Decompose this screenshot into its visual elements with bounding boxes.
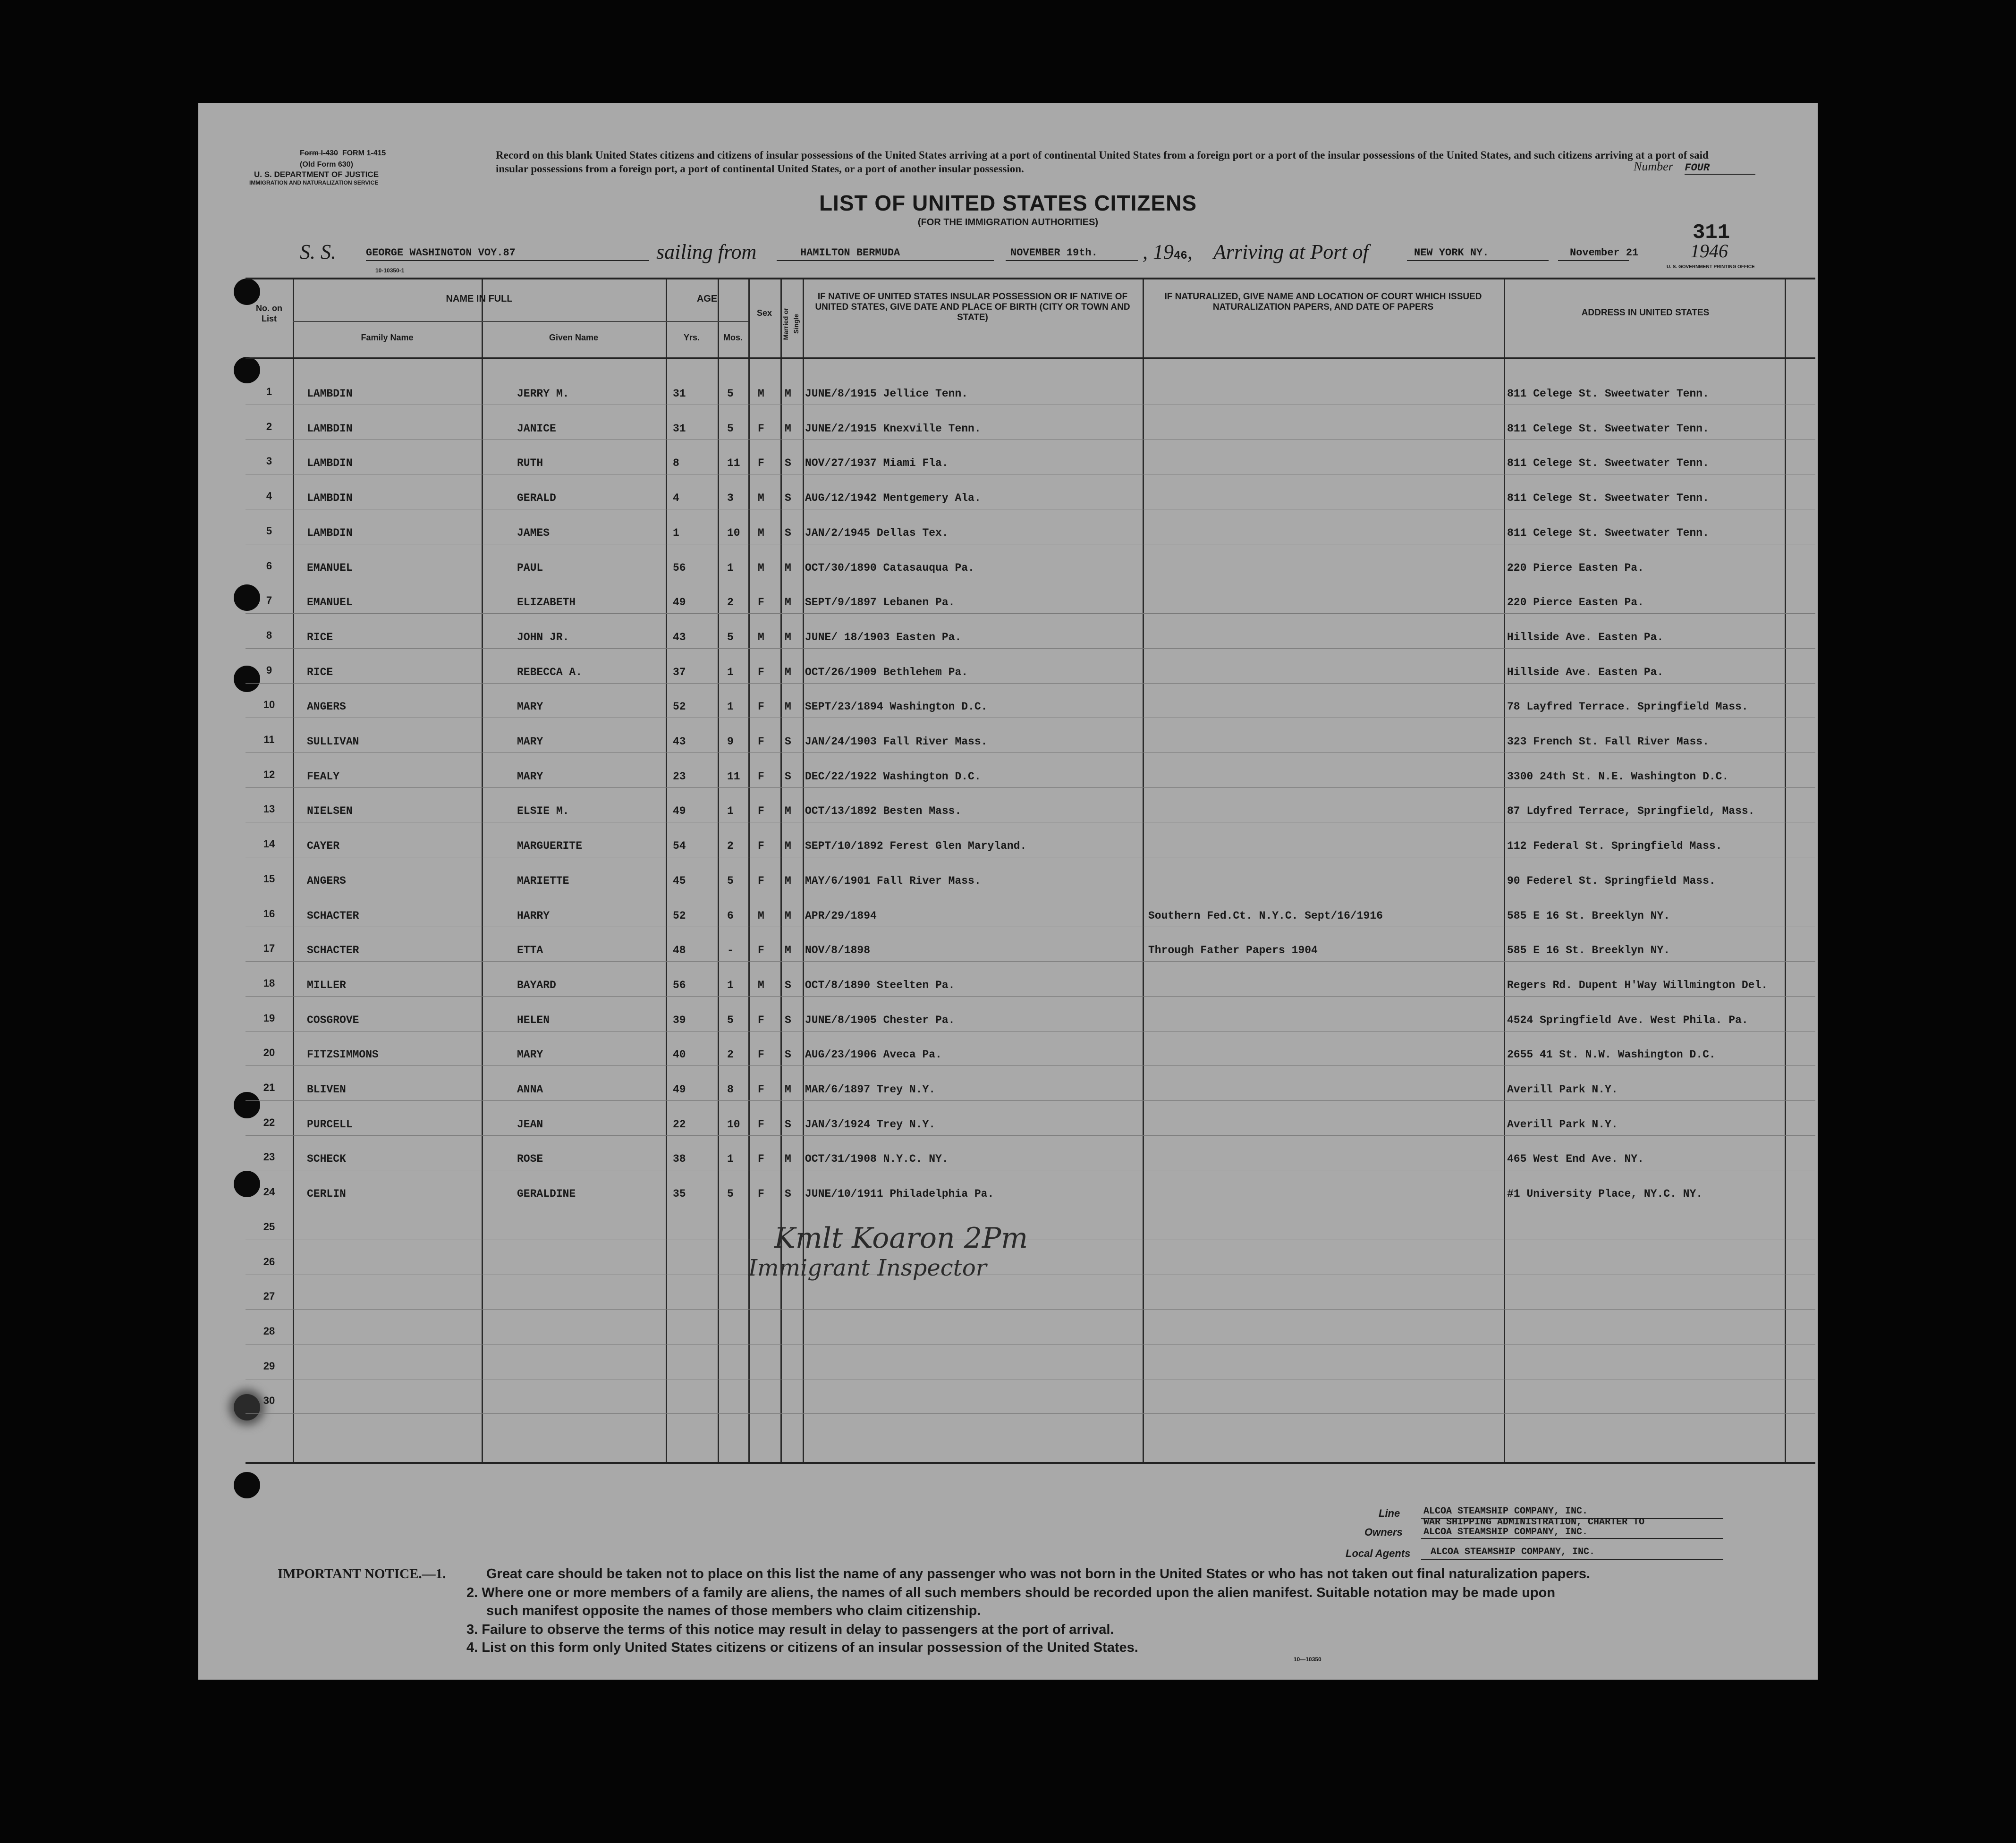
cell-sex: M xyxy=(758,979,764,991)
number-value: FOUR xyxy=(1685,162,1710,174)
row-number: 22 xyxy=(263,1116,275,1128)
cell-addr: 811 Celege St. Sweetwater Tenn. xyxy=(1507,526,1709,539)
cell-sex: F xyxy=(758,1048,764,1061)
owners-value: ALCOA STEAMSHIP COMPANY, INC. xyxy=(1423,1527,1588,1538)
cell-birth: AUG/12/1942 Mentgemery Ala. xyxy=(805,492,981,505)
departure-date: NOVEMBER 19th. xyxy=(1010,247,1098,259)
form-struck: Form I-430 xyxy=(300,149,338,157)
cell-addr: 87 Ldyfred Terrace, Springfield, Mass. xyxy=(1507,805,1755,818)
cell-sex: F xyxy=(758,596,764,609)
cell-sex: F xyxy=(758,1014,764,1026)
cell-addr: 112 Federal St. Springfield Mass. xyxy=(1507,840,1722,853)
cell-birth: OCT/8/1890 Steelten Pa. xyxy=(805,979,955,991)
cell-ms: M xyxy=(785,631,791,643)
cell-mos: 5 xyxy=(727,874,734,887)
notice-2b: such manifest opposite the names of those members who claim citizenship. xyxy=(486,1603,981,1618)
cell-given: REBECCA A. xyxy=(517,666,583,678)
cell-ms: M xyxy=(785,596,791,609)
arrival-port: NEW YORK NY. xyxy=(1414,247,1489,259)
row-number: 9 xyxy=(266,664,272,676)
cell-sex: F xyxy=(758,1118,764,1131)
row-number: 19 xyxy=(263,1012,275,1024)
cell-sex: F xyxy=(758,874,764,887)
row-rule xyxy=(246,648,1815,649)
charter-note: WAR SHIPPING ADMINISTRATION, CHARTER TO xyxy=(1423,1517,1645,1528)
cell-sex: M xyxy=(758,526,764,539)
cell-sex: F xyxy=(758,736,764,748)
cell-mos: 10 xyxy=(727,526,740,539)
row-number: 17 xyxy=(263,942,275,955)
row-number: 7 xyxy=(266,594,272,607)
cell-addr: 220 Pierce Easten Pa. xyxy=(1507,561,1644,574)
cell-addr: 585 E 16 St. Breeklyn NY. xyxy=(1507,909,1670,922)
ship-name: GEORGE WASHINGTON VOY.87 xyxy=(366,247,516,259)
cell-given: MARY xyxy=(517,1048,543,1061)
cell-family: LAMBDIN xyxy=(307,526,353,539)
cell-sex: M xyxy=(758,492,764,505)
instructions: Record on this blank United States citizens and citizens of insular possessions of the United States arriving at a port of continental United States from a foreign port or a port of the insular possessions of the United States, and such citizens arriving at a port of said insular possessions from a foreign port, a port of continental United States, or a port of another insular possession. xyxy=(496,149,1709,175)
header-married: Married or Single xyxy=(782,307,800,340)
cell-yrs: 35 xyxy=(673,1188,686,1200)
printing-office: U. S. GOVERNMENT PRINTING OFFICE xyxy=(1667,264,1755,270)
row-number: 24 xyxy=(263,1186,275,1198)
row-number: 14 xyxy=(263,838,275,850)
notice-heading: IMPORTANT NOTICE.—1. xyxy=(278,1566,446,1581)
page-title: LIST OF UNITED STATES CITIZENS xyxy=(819,191,1197,215)
cell-family: SCHACTER xyxy=(307,909,359,922)
cell-mos: 5 xyxy=(727,1014,734,1026)
row-number: 2 xyxy=(266,420,272,432)
cell-birth: JUNE/ 18/1903 Easten Pa. xyxy=(805,631,962,643)
owners-label: Owners xyxy=(1364,1526,1403,1538)
cell-addr: 90 Federel St. Springfield Mass. xyxy=(1507,874,1716,887)
cell-given: GERALD xyxy=(517,492,556,505)
row-rule xyxy=(246,996,1815,997)
row-number: 16 xyxy=(263,907,275,920)
row-rule xyxy=(246,1413,1815,1414)
cell-ms: M xyxy=(785,388,791,400)
cell-birth: DEC/22/1922 Washington D.C. xyxy=(805,770,981,783)
cell-mos: 5 xyxy=(727,1188,734,1200)
cell-sex: F xyxy=(758,1153,764,1166)
cell-birth: JUNE/10/1911 Philadelphia Pa. xyxy=(805,1188,994,1200)
passenger-table xyxy=(246,278,1815,1464)
bottom-code: 10—10350 xyxy=(1294,1656,1321,1663)
cell-yrs: 49 xyxy=(673,1083,686,1096)
cell-given: MARIETTE xyxy=(517,874,569,887)
cell-ms: M xyxy=(785,840,791,853)
row-number: 10 xyxy=(263,699,275,711)
cell-addr: #1 University Place, NY.C. NY. xyxy=(1507,1188,1703,1200)
row-rule xyxy=(246,683,1815,684)
cell-sex: M xyxy=(758,388,764,400)
cell-given: BAYARD xyxy=(517,979,556,991)
cell-family: SCHECK xyxy=(307,1153,346,1166)
cell-ms: M xyxy=(785,422,791,435)
cell-family: CERLIN xyxy=(307,1188,346,1200)
cell-ms: M xyxy=(785,1083,791,1096)
cell-birth: OCT/30/1890 Catasauqua Pa. xyxy=(805,561,974,574)
cell-addr: 465 West End Ave. NY. xyxy=(1507,1153,1644,1166)
row-rule xyxy=(246,1135,1815,1136)
row-number: 13 xyxy=(263,803,275,815)
cell-family: SULLIVAN xyxy=(307,736,359,748)
cell-birth: JAN/24/1903 Fall River Mass. xyxy=(805,736,988,748)
cell-addr: 323 French St. Fall River Mass. xyxy=(1507,736,1709,748)
cell-addr: Hillside Ave. Easten Pa. xyxy=(1507,666,1664,678)
cell-given: JANICE xyxy=(517,422,556,435)
row-number: 20 xyxy=(263,1047,275,1059)
cell-sex: F xyxy=(758,1083,764,1096)
cell-yrs: 56 xyxy=(673,979,686,991)
inspector-signature: Kmlt Koaron 2Pm xyxy=(774,1222,1028,1255)
year-prefix: 19 xyxy=(1153,240,1174,263)
header-given-name: Given Name xyxy=(549,333,599,342)
cell-yrs: 8 xyxy=(673,457,679,470)
cell-family: RICE xyxy=(307,631,333,643)
cell-family: ANGERS xyxy=(307,874,346,887)
row-number: 26 xyxy=(263,1255,275,1268)
cell-sex: F xyxy=(758,457,764,470)
cell-addr: 811 Celege St. Sweetwater Tenn. xyxy=(1507,388,1709,400)
cell-yrs: 49 xyxy=(673,596,686,609)
row-rule xyxy=(246,1065,1815,1066)
row-number: 23 xyxy=(263,1151,275,1163)
cell-given: MARY xyxy=(517,701,543,713)
cell-family: BLIVEN xyxy=(307,1083,346,1096)
agents-value: ALCOA STEAMSHIP COMPANY, INC. xyxy=(1431,1547,1595,1557)
header-address: ADDRESS IN UNITED STATES xyxy=(1581,308,1710,318)
cell-birth: AUG/23/1906 Aveca Pa. xyxy=(805,1048,942,1061)
cell-yrs: 45 xyxy=(673,874,686,887)
cell-yrs: 4 xyxy=(673,492,679,505)
row-number: 27 xyxy=(263,1290,275,1302)
header-name-in-full: NAME IN FULL xyxy=(446,294,513,304)
row-number: 18 xyxy=(263,977,275,989)
header-mos: Mos. xyxy=(723,333,743,342)
row-number: 6 xyxy=(266,559,272,572)
cell-given: ANNA xyxy=(517,1083,543,1096)
cell-ms: S xyxy=(785,526,791,539)
cell-family: NIELSEN xyxy=(307,805,353,818)
cell-given: JERRY M. xyxy=(517,388,569,400)
row-rule xyxy=(246,787,1815,788)
cell-ms: M xyxy=(785,701,791,713)
cell-family: EMANUEL xyxy=(307,596,353,609)
cell-sex: M xyxy=(758,631,764,643)
cell-birth: OCT/13/1892 Besten Mass. xyxy=(805,805,962,818)
cell-given: PAUL xyxy=(517,561,543,574)
cell-ms: S xyxy=(785,1048,791,1061)
cell-mos: 6 xyxy=(727,909,734,922)
cell-addr: 3300 24th St. N.E. Washington D.C. xyxy=(1507,770,1729,783)
cell-ms: S xyxy=(785,1014,791,1026)
cell-addr: 811 Celege St. Sweetwater Tenn. xyxy=(1507,422,1709,435)
cell-given: HARRY xyxy=(517,909,550,922)
cell-ms: S xyxy=(785,736,791,748)
cell-mos: 2 xyxy=(727,840,734,853)
cell-mos: 9 xyxy=(727,736,734,748)
arrival-date: November 21 xyxy=(1570,247,1639,259)
cell-birth: JUNE/2/1915 Knexville Tenn. xyxy=(805,422,981,435)
cell-given: MARY xyxy=(517,770,543,783)
cell-ms: M xyxy=(785,874,791,887)
form-id: FORM 1-415 xyxy=(342,149,386,157)
cell-given: JOHN JR. xyxy=(517,631,569,643)
cell-family: MILLER xyxy=(307,979,346,991)
cell-yrs: 22 xyxy=(673,1118,686,1131)
cell-family: FEALY xyxy=(307,770,340,783)
cell-yrs: 56 xyxy=(673,561,686,574)
cell-ms: M xyxy=(785,1153,791,1166)
row-number: 8 xyxy=(266,629,272,641)
cell-given: ELSIE M. xyxy=(517,805,569,818)
department: U. S. DEPARTMENT OF JUSTICE xyxy=(254,170,379,179)
cell-given: HELEN xyxy=(517,1014,550,1026)
line-value: ALCOA STEAMSHIP COMPANY, INC. xyxy=(1423,1506,1588,1517)
page-subtitle: (FOR THE IMMIGRATION AUTHORITIES) xyxy=(917,217,1099,228)
cell-nat: Through Father Papers 1904 xyxy=(1148,944,1318,957)
cell-birth: NOV/27/1937 Miami Fla. xyxy=(805,457,949,470)
cell-ms: M xyxy=(785,944,791,957)
row-number: 3 xyxy=(266,455,272,467)
cell-birth: JUNE/8/1905 Chester Pa. xyxy=(805,1014,955,1026)
cell-sex: F xyxy=(758,805,764,818)
cell-sex: F xyxy=(758,1188,764,1200)
cell-birth: SEPT/10/1892 Ferest Glen Maryland. xyxy=(805,840,1027,853)
cell-ms: M xyxy=(785,561,791,574)
cell-yrs: 52 xyxy=(673,701,686,713)
cell-mos: 8 xyxy=(727,1083,734,1096)
row-number: 29 xyxy=(263,1360,275,1372)
cell-mos: 1 xyxy=(727,701,734,713)
cell-addr: 811 Celege St. Sweetwater Tenn. xyxy=(1507,492,1709,505)
cell-ms: S xyxy=(785,979,791,991)
cell-yrs: 49 xyxy=(673,805,686,818)
cell-yrs: 43 xyxy=(673,736,686,748)
cell-birth: MAY/6/1901 Fall River Mass. xyxy=(805,874,981,887)
cell-yrs: 52 xyxy=(673,909,686,922)
row-number: 30 xyxy=(263,1395,275,1407)
cell-birth: JAN/3/1924 Trey N.Y. xyxy=(805,1118,936,1131)
cell-ms: S xyxy=(785,457,791,470)
form-code: 10-10350-1 xyxy=(375,267,405,274)
cell-mos: 1 xyxy=(727,979,734,991)
cell-mos: 10 xyxy=(727,1118,740,1131)
cell-sex: F xyxy=(758,770,764,783)
header-yrs: Yrs. xyxy=(683,333,700,342)
cell-yrs: 39 xyxy=(673,1014,686,1026)
cell-ms: S xyxy=(785,492,791,505)
cell-family: COSGROVE xyxy=(307,1014,359,1026)
cell-addr: Regers Rd. Dupent H'Way Willmington Del. xyxy=(1507,979,1768,991)
cell-family: EMANUEL xyxy=(307,561,353,574)
cell-mos: - xyxy=(727,944,734,957)
cell-addr: 220 Pierce Easten Pa. xyxy=(1507,596,1644,609)
row-number: 21 xyxy=(263,1082,275,1093)
cell-mos: 1 xyxy=(727,805,734,818)
year-suffix: 46 xyxy=(1174,250,1187,262)
cell-yrs: 23 xyxy=(673,770,686,783)
row-number: 1 xyxy=(266,386,272,397)
cell-yrs: 43 xyxy=(673,631,686,643)
header-family-name: Family Name xyxy=(361,333,414,342)
service: IMMIGRATION AND NATURALIZATION SERVICE xyxy=(249,179,379,186)
punch-hole xyxy=(234,1472,260,1498)
cell-mos: 1 xyxy=(727,666,734,678)
row-rule xyxy=(246,1100,1815,1101)
row-rule xyxy=(246,752,1815,753)
cell-sex: F xyxy=(758,840,764,853)
cell-birth: SEPT/9/1897 Lebanen Pa. xyxy=(805,596,955,609)
cell-nat: Southern Fed.Ct. N.Y.C. Sept/16/1916 xyxy=(1148,909,1383,922)
cell-given: MARY xyxy=(517,736,543,748)
cell-addr: 4524 Springfield Ave. West Phila. Pa. xyxy=(1507,1014,1748,1026)
header-sex: Sex xyxy=(756,308,772,318)
row-number: 4 xyxy=(266,490,272,502)
cell-addr: Averill Park N.Y. xyxy=(1507,1083,1618,1096)
old-form: (Old Form 630) xyxy=(300,161,353,169)
cell-yrs: 37 xyxy=(673,666,686,678)
cell-given: GERALDINE xyxy=(517,1188,576,1200)
cell-addr: 585 E 16 St. Breeklyn NY. xyxy=(1507,944,1670,957)
cell-sex: F xyxy=(758,944,764,957)
header-no: No. on List xyxy=(256,304,282,323)
inspector-title: Immigrant Inspector xyxy=(748,1255,987,1281)
cell-addr: 78 Layfred Terrace. Springfield Mass. xyxy=(1507,701,1748,713)
header-age: AGE xyxy=(696,294,718,304)
cell-yrs: 54 xyxy=(673,840,686,853)
cell-given: ROSE xyxy=(517,1153,543,1166)
cell-yrs: 48 xyxy=(673,944,686,957)
cell-mos: 3 xyxy=(727,492,734,505)
agents-label: Local Agents xyxy=(1346,1547,1411,1559)
cell-sex: F xyxy=(758,422,764,435)
row-rule xyxy=(246,1309,1815,1310)
cell-mos: 2 xyxy=(727,1048,734,1061)
cell-mos: 1 xyxy=(727,561,734,574)
row-number: 11 xyxy=(263,734,275,745)
cell-given: JEAN xyxy=(517,1118,543,1131)
cell-family: LAMBDIN xyxy=(307,422,353,435)
row-number: 15 xyxy=(263,872,275,885)
ss-label: S. S. xyxy=(300,240,336,263)
row-rule xyxy=(246,961,1815,962)
page-number: 311 xyxy=(1693,221,1730,245)
cell-birth: NOV/8/1898 xyxy=(805,944,871,957)
cell-family: LAMBDIN xyxy=(307,492,353,505)
cell-birth: JUNE/8/1915 Jellice Tenn. xyxy=(805,388,968,400)
cell-family: LAMBDIN xyxy=(307,457,353,470)
notice-4: 4. List on this form only United States citizens or citizens of an insular possession of the United States. xyxy=(466,1640,1138,1655)
cell-yrs: 40 xyxy=(673,1048,686,1061)
cell-sex: F xyxy=(758,701,764,713)
cell-family: PURCELL xyxy=(307,1118,353,1131)
cell-mos: 1 xyxy=(727,1153,734,1166)
cell-birth: JAN/2/1945 Dellas Tex. xyxy=(805,526,949,539)
cell-birth: MAR/6/1897 Trey N.Y. xyxy=(805,1083,936,1096)
cell-yrs: 31 xyxy=(673,422,686,435)
row-number: 25 xyxy=(263,1220,275,1233)
cell-given: ETTA xyxy=(517,944,543,957)
cell-family: LAMBDIN xyxy=(307,388,353,400)
cell-mos: 2 xyxy=(727,596,734,609)
cell-sex: M xyxy=(758,561,764,574)
line-label: Line xyxy=(1379,1507,1400,1519)
cell-sex: M xyxy=(758,909,764,922)
cell-mos: 5 xyxy=(727,631,734,643)
cell-given: JAMES xyxy=(517,526,550,539)
cell-ms: S xyxy=(785,770,791,783)
cell-birth: SEPT/23/1894 Washington D.C. xyxy=(805,701,988,713)
cell-addr: 2655 41 St. N.W. Washington D.C. xyxy=(1507,1048,1716,1061)
cell-ms: S xyxy=(785,1188,791,1200)
cell-family: RICE xyxy=(307,666,333,678)
row-rule xyxy=(246,613,1815,614)
cell-family: CAYER xyxy=(307,840,340,853)
row-number: 28 xyxy=(263,1325,275,1337)
cell-given: RUTH xyxy=(517,457,543,470)
arrival-year: 1946 xyxy=(1690,240,1728,262)
sailing-label: sailing from xyxy=(656,240,757,263)
header-naturalized: IF NATURALIZED, GIVE NAME AND LOCATION OF COURT WHICH ISSUED NATURALIZATION PAPERS, AND DATE OF PAPERS xyxy=(1164,292,1482,312)
cell-addr: 811 Celege St. Sweetwater Tenn. xyxy=(1507,457,1709,470)
cell-mos: 11 xyxy=(727,457,740,470)
cell-birth: OCT/26/1909 Bethlehem Pa. xyxy=(805,666,968,678)
cell-ms: M xyxy=(785,909,791,922)
arriving-label: Arriving at Port of xyxy=(1213,240,1369,263)
number-label: Number xyxy=(1634,160,1673,173)
row-number: 5 xyxy=(266,524,272,537)
cell-birth: OCT/31/1908 N.Y.C. NY. xyxy=(805,1153,949,1166)
cell-ms: M xyxy=(785,805,791,818)
cell-sex: F xyxy=(758,666,764,678)
cell-yrs: 31 xyxy=(673,388,686,400)
from-port: HAMILTON BERMUDA xyxy=(800,247,900,259)
cell-family: SCHACTER xyxy=(307,944,359,957)
cell-ms: S xyxy=(785,1118,791,1131)
notice-1: Great care should be taken not to place on this list the name of any passenger who was not born in the United States or who has not taken out final naturalization papers. xyxy=(486,1566,1591,1581)
notice-2: 2. Where one or more members of a family are aliens, the names of all such members should be recorded upon the alien manifest. Suitable notation may be made upon xyxy=(466,1585,1556,1600)
document-sheet: Form I-430 FORM 1-415 (Old Form 630) U. S. DEPARTMENT OF JUSTICE IMMIGRATION AND NATURALIZATION SERVICE Record on this blank United States citizens and citizens of insular possessions of the United States arriving at a port of continental United States from a foreign port or a port of the insular possessions of the United States, and such citizens arriving at a port of said insular possessions from a foreign port, a port of continental United States, or a port of another insular possession. Number FOUR LIST OF UNITED STATES CITIZENS (FOR THE IMMIGRATION AUTHORITIES) 311 S. S. GEORGE WASHINGTON VOY.87 sailing from HAMILTON BERMUDA NOVEMBER 19th. , 1946, Arriving at Port of NEW YORK NY. November 21 1946 U. S. GOVERNMENT PRINTING OFFICE 10-10350-1 No. on List NAME IN FULL Family Name Given Name AGE Yrs. Mos. Sex Married or Single IF NATIVE OF UNITED STATES INSULAR POSSESSION OR IF NATIVE OF UNITED STATES, GIVE DATE AND PLACE OF BIRTH (CITY OR TOWN AND STATE) IF NATURALIZED, GIVE NAME AND LOCATION OF COURT WHICH ISSUED NATURALIZATION PAPERS, AND DATE OF PAPERS ADDRESS IN UNITED STATES 1 LAMBDIN JERRY M. 31 5 M M JUNE/8/1915 Jellice Tenn. 811 Celege St. Sweetwater Tenn. 2 LAMBDIN JANICE 31 5 F M JUNE/2/1915 Knexville Tenn. 811 Celege St. Sweetwater Tenn. 3 LAMBDIN RUTH 8 11 F S NOV/27/1937 Miami Fla. 811 Celege St. Sweetwater Tenn. 4 LAMBDIN GERALD 4 3 M S AUG/12/1942 Mentgemery Ala. 811 Celege St. Sweetwater Tenn. 5 LAMBDIN JAMES 1 10 M S JAN/2/1945 Dellas Tex. 811 Celege St. Sweetwater Tenn. 6 EMANUEL PAUL 56 1 M M OCT/30/1890 Catasauqua Pa. 220 Pierce Easten Pa. 7 EMANUEL ELIZABETH 49 2 F M SEPT/9/1897 Lebanen Pa. 220 Pierce Easten Pa. 8 RICE JOHN JR. 43 5 M M JUNE/ 18/1903 Easten Pa. Hillside Ave. Easten Pa. 9 RICE REBECCA A. 37 1 F M OCT/26/1909 Bethlehem Pa. Hillside Ave. Easten Pa. 10 ANGERS MARY 52 1 F M SEPT/23/1894 Washington D.C. 78 Layfred Terrace. Springfield Mass. 11 SULLIVAN MARY 43 9 F S JAN/24/1903 Fall River Mass. 323 French St. Fall River Mass. 12 FEALY MARY 23 11 F S DEC/22/1922 Washington D.C. 3300 24th St. N.E. Washington D.C. 13 NIELSEN ELSIE M. 49 1 F M OCT/13/1892 Besten Mass. 87 Ldyfred Terrace, Springfield, Mass. 14 CAYER MARGUERITE 54 2 F M SEPT/10/1892 Ferest Glen Maryland. 112 Federal St. Springfield Mass. 15 ANGERS MARIETTE 45 5 F M MAY/6/1901 Fall River Mass. 90 Federel St. Springfield Mass. 16 SCHACTER HARRY 52 6 M M APR/29/1894 Southern Fed.Ct. N.Y.C. Sept/16/1916 585 E 16 St. Breeklyn NY. 17 SCHACTER ETTA 48 - F M NOV/8/1898 Through Father Papers 1904 585 E 16 St. Breeklyn NY. 18 MILLER BAYARD 56 1 M S OCT/8/1890 Steelten Pa. Regers Rd. Dupent H'Way Willmington Del. 19 COSGROVE HELEN 39 5 F S JUNE/8/1905 Chester Pa. 4524 Springfield Ave. West Phila. Pa. 20 FITZSIMMONS MARY 40 2 F S AUG/23/1906 Aveca Pa. 2655 41 St. N.W. Washington D.C. 21 BLIVEN ANNA 49 8 F M MAR/6/1897 Trey N.Y. Averill Park N.Y. 22 PURCELL JEAN 22 10 F S JAN/3/1924 Trey N.Y. Averill Park N.Y. 23 SCHECK ROSE 38 1 F M OCT/31/1908 N.Y.C. NY. 465 West End Ave. NY. 24 CERLIN GERALDINE 35 5 F S JUNE/10/1911 Philadelphia Pa. #1 University Place, NY.C. NY. 25 26 27 28 29 30 Kmlt Koaron 2Pm Immigrant Inspector Line ALCOA STEAMSHIP COMPANY, INC. WAR SHIPPING ADMINISTRATION, CHARTER TO Owners ALCOA STEAMSHIP COMPANY, INC. Local Agents ALCOA STEAMSHIP COMPANY, INC. IMPORTANT NOTICE.—1. Great care should be taken not to place on this list the name of any passenger who was not born in the United States or who has not taken out final naturalization papers. 2. Where one or more members of a family are aliens, the names of all such members should be recorded upon the alien manifest. Suitable notation may be made upon such manifest opposite the names of those members who claim citizenship. 3. Failure to observe the terms of this notice may result in delay to passengers at the port of arrival. 4. List on this form only United States citizens or citizens of an insular possession of the United States. 10—10350 xyxy=(198,103,1818,1680)
cell-given: MARGUERITE xyxy=(517,840,583,853)
cell-given: ELIZABETH xyxy=(517,596,576,609)
cell-family: FITZSIMMONS xyxy=(307,1048,379,1061)
cell-addr: Hillside Ave. Easten Pa. xyxy=(1507,631,1664,643)
cell-yrs: 1 xyxy=(673,526,679,539)
row-number: 12 xyxy=(263,768,275,780)
cell-mos: 11 xyxy=(727,770,740,783)
cell-ms: M xyxy=(785,666,791,678)
cell-mos: 5 xyxy=(727,422,734,435)
cell-yrs: 38 xyxy=(673,1153,686,1166)
cell-family: ANGERS xyxy=(307,701,346,713)
header-birth: IF NATIVE OF UNITED STATES INSULAR POSSESSION OR IF NATIVE OF UNITED STATES, GIVE DATE AND PLACE OF BIRTH (CITY OR TOWN AND STATE) xyxy=(815,292,1130,322)
notice-3: 3. Failure to observe the terms of this notice may result in delay to passengers at the port of arrival. xyxy=(466,1622,1114,1637)
cell-mos: 5 xyxy=(727,388,734,400)
cell-birth: APR/29/1894 xyxy=(805,909,877,922)
cell-addr: Averill Park N.Y. xyxy=(1507,1118,1618,1131)
